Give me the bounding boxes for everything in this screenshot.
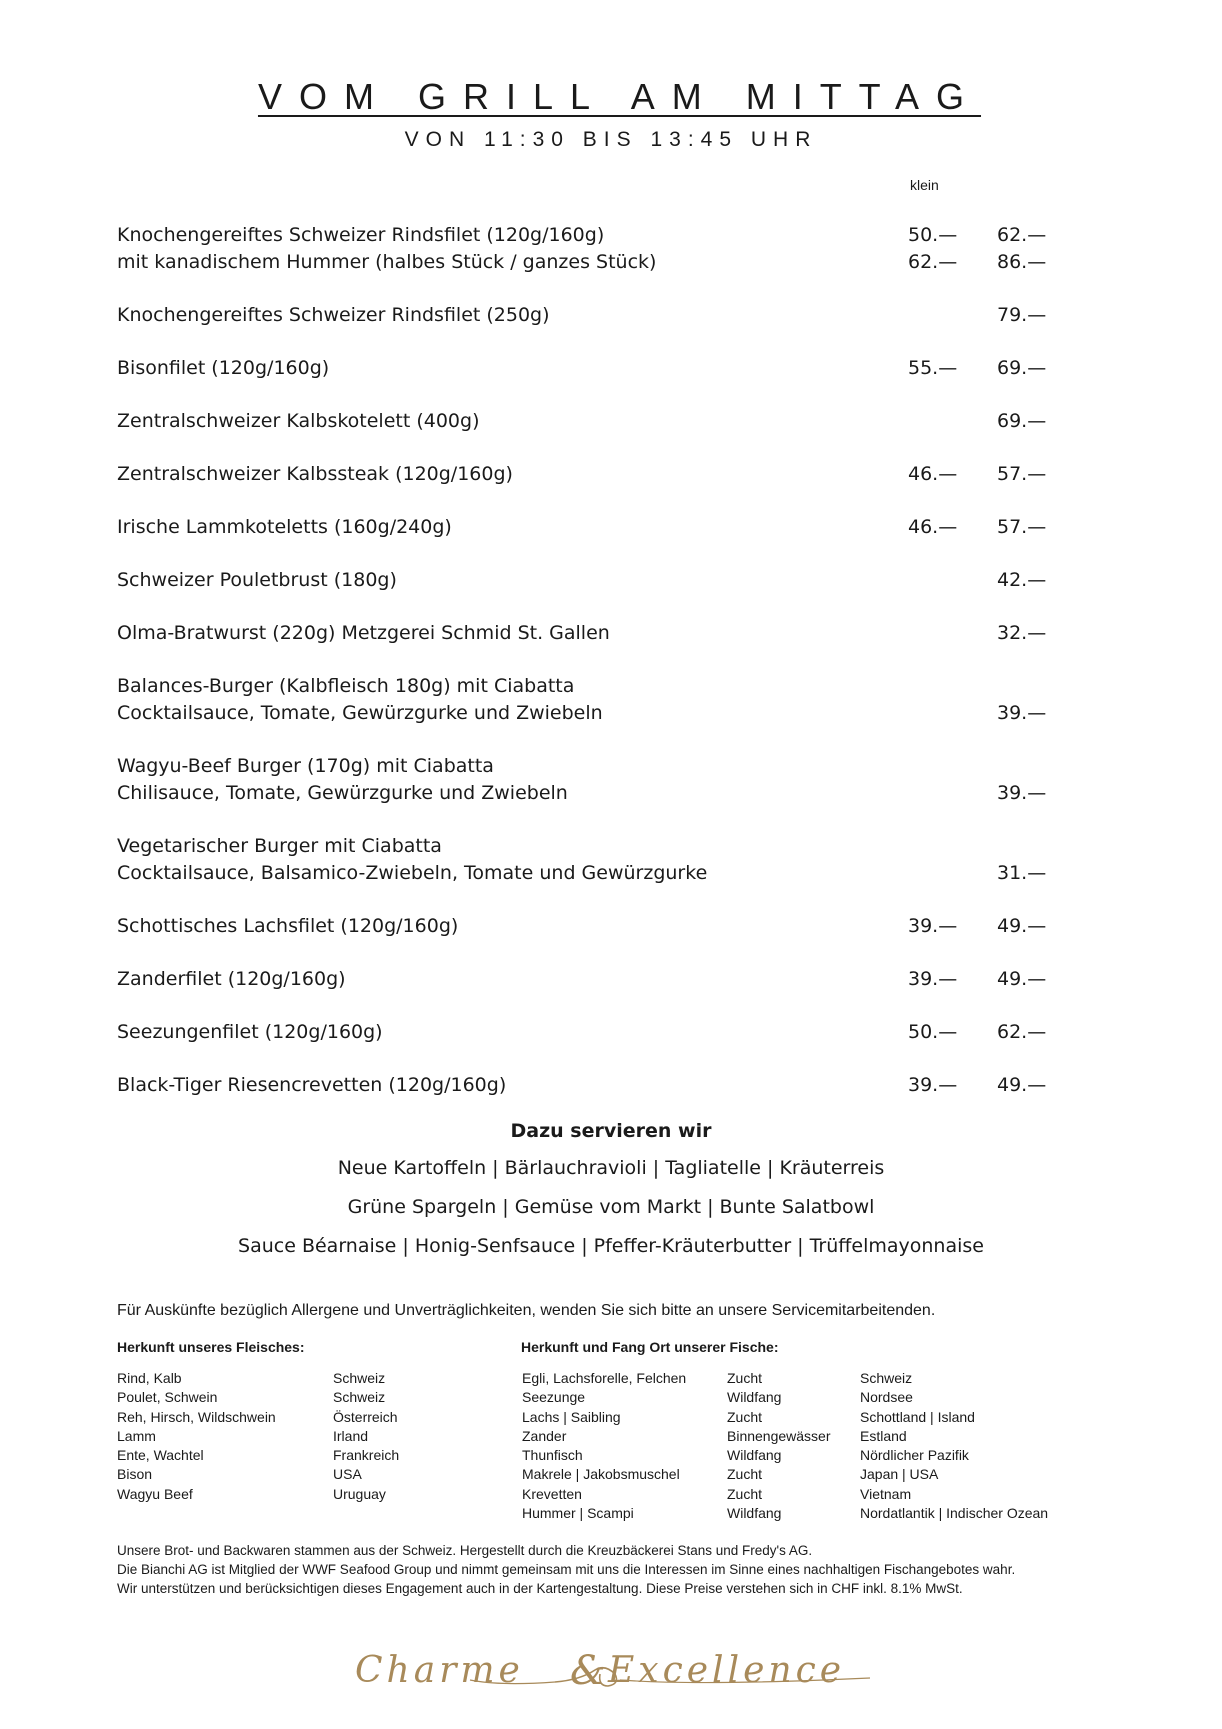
menu-item-line — [117, 249, 1077, 276]
price-large: 62.— — [997, 1021, 1047, 1043]
svg-text:Charme: Charme — [355, 1650, 524, 1691]
allergen-note: Für Auskünfte bezüglich Allergene und Unverträglichkeiten, wenden Sie sich bitte an unsere Servicemitarbeitenden. — [117, 1302, 936, 1319]
dish-description: mit kanadischem Hummer (halbes Stück / ganzes Stück) — [117, 251, 657, 273]
price-large: 32.— — [997, 622, 1047, 644]
footer-line: Wir unterstützen und berücksichtigen dieses Engagement auch in der Kartengestaltung. Diese Preise verstehen sich in CHF inkl. 8.1% MwSt. — [117, 1581, 963, 1596]
menu-item — [117, 514, 1077, 541]
menu-item — [117, 966, 1077, 993]
menu-item-line — [117, 753, 1077, 780]
dish-description: Schweizer Pouletbrust (180g) — [117, 569, 397, 591]
fish-method: Zucht — [727, 1466, 763, 1483]
fish-method: Zucht — [727, 1408, 763, 1425]
meat-origin: Uruguay — [333, 1485, 386, 1502]
price-large: 86.— — [997, 251, 1047, 273]
meat-item: Wagyu Beef — [117, 1485, 193, 1502]
menu-item — [117, 673, 1077, 727]
dish-description: Balances-Burger (Kalbfleisch 180g) mit Ciabatta — [117, 675, 575, 697]
fish-origin: Nördlicher Pazifik — [860, 1447, 969, 1464]
dish-description: Wagyu-Beef Burger (170g) mit Ciabatta — [117, 755, 494, 777]
fish-origin-column — [860, 1369, 1048, 1523]
menu-list — [117, 222, 1077, 1125]
dish-description: Chilisauce, Tomate, Gewürzgurke und Zwiebeln — [117, 782, 568, 804]
fish-item: Krevetten — [522, 1485, 582, 1502]
fish-origin: Vietnam — [860, 1485, 912, 1502]
fish-origin: Japan | USA — [860, 1466, 939, 1483]
price-small: 55.— — [908, 357, 958, 379]
price-small: 50.— — [908, 224, 958, 246]
price-large: 79.— — [997, 304, 1047, 326]
footer-line: Die Bianchi AG ist Mitglied der WWF Seafood Group und nimmt gemeinsam mit uns die Interessen im Sinne eines nachhaltigen Fischangebotes wahr. — [117, 1562, 1016, 1577]
meat-item-column — [117, 1369, 276, 1504]
signature-logo — [0, 1640, 1222, 1700]
fish-origin: Estland — [860, 1427, 907, 1444]
menu-item-line — [117, 408, 1077, 435]
dish-description: Knochengereiftes Schweizer Rindsfilet (120g/160g) — [117, 224, 605, 246]
meat-origin: Frankreich — [333, 1447, 400, 1464]
price-large: 62.— — [997, 224, 1047, 246]
meat-item: Poulet, Schwein — [117, 1389, 218, 1406]
dish-description: Zanderfilet (120g/160g) — [117, 968, 346, 990]
dish-description: Schottisches Lachsfilet (120g/160g) — [117, 915, 459, 937]
dish-description: Olma-Bratwurst (220g) Metzgerei Schmid St. Gallen — [117, 622, 610, 644]
dish-description: Vegetarischer Burger mit Ciabatta — [117, 835, 442, 857]
meat-item: Lamm — [117, 1427, 156, 1444]
menu-item-line — [117, 1072, 1077, 1099]
menu-item — [117, 753, 1077, 807]
menu-item-line — [117, 514, 1077, 541]
service-hours: VON 11:30 BIS 13:45 UHR — [404, 128, 818, 151]
fish-item: Hummer | Scampi — [522, 1505, 634, 1522]
fish-method: Zucht — [727, 1370, 763, 1386]
price-large: 69.— — [997, 410, 1047, 432]
fish-origin: Nordsee — [860, 1389, 913, 1406]
price-large: 39.— — [997, 782, 1047, 804]
menu-item — [117, 567, 1077, 594]
menu-item — [117, 1019, 1077, 1046]
fish-item-column — [522, 1369, 686, 1523]
fish-item: Zander — [522, 1427, 567, 1444]
price-small: 46.— — [908, 463, 958, 485]
menu-item — [117, 408, 1077, 435]
size-label: klein — [910, 177, 939, 193]
menu-item-line — [117, 966, 1077, 993]
fish-method: Wildfang — [727, 1389, 782, 1406]
meat-origin: USA — [333, 1466, 362, 1483]
price-large: 31.— — [997, 862, 1047, 884]
price-large: 39.— — [997, 702, 1047, 724]
menu-item-line — [117, 913, 1077, 940]
menu-item-line — [117, 355, 1077, 382]
menu-item-line — [117, 833, 1077, 860]
price-small: 50.— — [908, 1021, 958, 1043]
fish-item: Makrele | Jakobsmuschel — [522, 1466, 680, 1483]
meat-item: Rind, Kalb — [117, 1370, 182, 1386]
fish-method: Wildfang — [727, 1505, 782, 1522]
meat-origin: Irland — [333, 1427, 369, 1444]
menu-item-line — [117, 567, 1077, 594]
menu-item-line — [117, 700, 1077, 727]
fish-item: Egli, Lachsforelle, Felchen — [522, 1370, 687, 1386]
fish-item: Seezunge — [522, 1389, 586, 1406]
menu-item — [117, 222, 1077, 276]
price-large: 49.— — [997, 968, 1047, 990]
dish-description: Cocktailsauce, Tomate, Gewürzgurke und Zwiebeln — [117, 702, 603, 724]
page-title: VOM GRILL AM MITTAG — [257, 76, 982, 117]
price-small: 46.— — [908, 516, 958, 538]
price-large: 69.— — [997, 357, 1047, 379]
fish-origin: Schweiz — [860, 1370, 913, 1386]
sides-line: Neue Kartoffeln | Bärlauchravioli | Tagliatelle | Kräuterreis — [337, 1157, 885, 1179]
menu-item-line — [117, 1019, 1077, 1046]
meat-origin: Österreich — [333, 1408, 398, 1425]
menu-item-line — [117, 302, 1077, 329]
dish-description: Irische Lammkoteletts (160g/240g) — [117, 516, 452, 538]
fish-origin: Schottland | Island — [860, 1408, 975, 1425]
price-small: 62.— — [908, 251, 958, 273]
menu-item-line — [117, 780, 1077, 807]
price-large: 42.— — [997, 569, 1047, 591]
menu-item-line — [117, 673, 1077, 700]
svg-text:Excellence: Excellence — [608, 1650, 846, 1691]
menu-item — [117, 461, 1077, 488]
dish-description: Zentralschweizer Kalbskotelett (400g) — [117, 410, 480, 432]
menu-item — [117, 1072, 1077, 1099]
price-large: 49.— — [997, 1074, 1047, 1096]
meat-origin: Schweiz — [333, 1389, 386, 1406]
fish-method: Binnengewässer — [727, 1427, 831, 1444]
fish-method: Zucht — [727, 1485, 763, 1502]
price-small: 39.— — [908, 1074, 958, 1096]
fish-method-column — [727, 1369, 831, 1523]
fish-item: Lachs | Saibling — [522, 1408, 621, 1425]
menu-item-line — [117, 461, 1077, 488]
footer-line: Unsere Brot- und Backwaren stammen aus der Schweiz. Hergestellt durch die Kreuzbäckerei Stans und Fredy's AG. — [117, 1543, 813, 1558]
menu-item — [117, 620, 1077, 647]
footer-notes — [117, 1541, 1015, 1598]
price-large: 49.— — [997, 915, 1047, 937]
fish-origin-heading: Herkunft und Fang Ort unserer Fische: — [521, 1339, 779, 1355]
price-large: 57.— — [997, 463, 1047, 485]
menu-item-line — [117, 860, 1077, 887]
menu-item-line — [117, 222, 1077, 249]
meat-origin-column — [333, 1369, 399, 1504]
menu-item — [117, 302, 1077, 329]
price-small: 39.— — [908, 968, 958, 990]
menu-item — [117, 913, 1077, 940]
fish-origin: Nordatlantik | Indischer Ozean — [860, 1505, 1049, 1522]
dish-description: Knochengereiftes Schweizer Rindsfilet (250g) — [117, 304, 550, 326]
sides-line: Sauce Béarnaise | Honig-Senfsauce | Pfeffer-Kräuterbutter | Trüffelmayonnaise — [238, 1235, 984, 1257]
meat-origin: Schweiz — [333, 1370, 386, 1386]
dish-description: Seezungenfilet (120g/160g) — [117, 1021, 383, 1043]
sides-title: Dazu servieren wir — [510, 1120, 712, 1142]
dish-description: Black-Tiger Riesencrevetten (120g/160g) — [117, 1074, 507, 1096]
meat-item: Ente, Wachtel — [117, 1447, 204, 1464]
fish-method: Wildfang — [727, 1447, 782, 1464]
meat-item: Bison — [117, 1466, 153, 1483]
fish-item: Thunfisch — [522, 1447, 583, 1464]
meat-item: Reh, Hirsch, Wildschwein — [117, 1408, 276, 1425]
dish-description: Zentralschweizer Kalbssteak (120g/160g) — [117, 463, 513, 485]
dish-description: Bisonfilet (120g/160g) — [117, 357, 330, 379]
meat-origin-heading: Herkunft unseres Fleisches: — [117, 1339, 305, 1355]
sides-line: Grüne Spargeln | Gemüse vom Markt | Bunte Salatbowl — [347, 1196, 875, 1218]
menu-item-line — [117, 620, 1077, 647]
dish-description: Cocktailsauce, Balsamico-Zwiebeln, Tomate und Gewürzgurke — [117, 862, 708, 884]
price-large: 57.— — [997, 516, 1047, 538]
menu-item — [117, 355, 1077, 382]
price-small: 39.— — [908, 915, 958, 937]
menu-item — [117, 833, 1077, 887]
svg-text:&: & — [570, 1648, 606, 1694]
